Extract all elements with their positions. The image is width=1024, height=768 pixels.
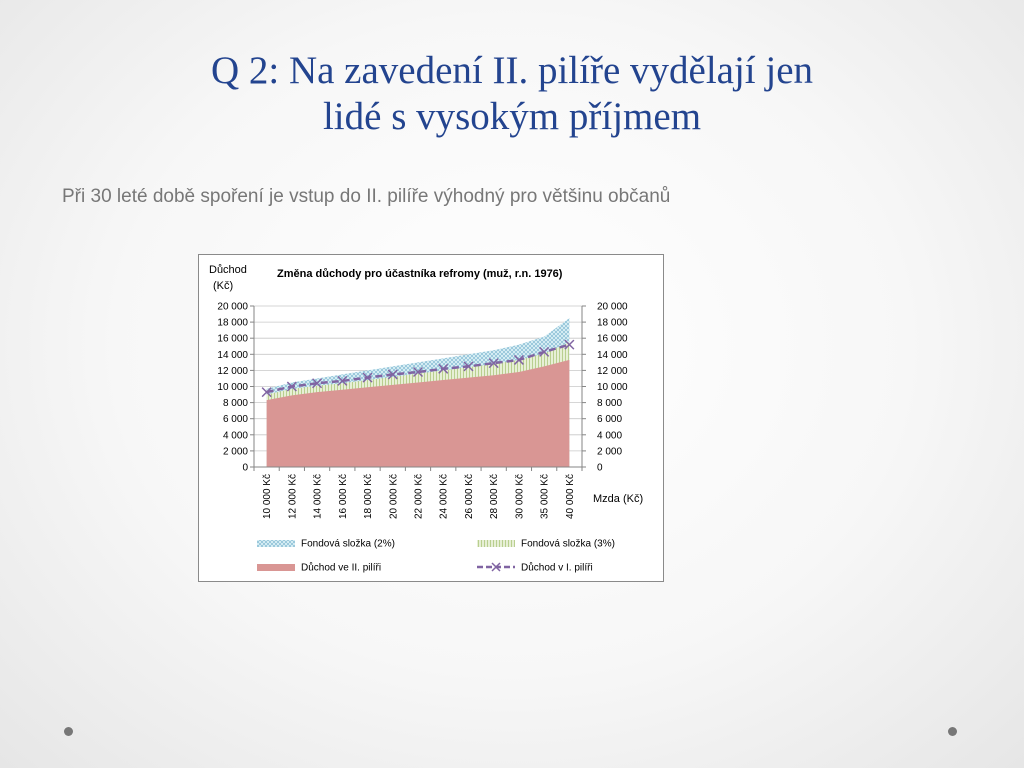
nav-dot-right: [948, 727, 957, 736]
y-tick-label-right: 12 000: [597, 365, 628, 377]
legend-swatch-area: [257, 540, 295, 547]
x-axis-label: Mzda (Kč): [593, 493, 644, 505]
y-tick-label-right: 2 000: [597, 446, 623, 458]
legend-label: Fondová složka (2%): [301, 538, 395, 550]
y-tick-label-right: 10 000: [597, 382, 628, 393]
x-tick-label: 26 000 Kč: [463, 474, 475, 520]
x-tick-label: 22 000 Kč: [413, 474, 425, 520]
legend: [257, 539, 615, 574]
y-axis-label-line-2: (Kč): [213, 280, 234, 292]
y-tick-label-left: 2 000: [222, 446, 248, 458]
y-tick-label-left: 12 000: [217, 365, 248, 377]
y-ticks-right: [597, 302, 628, 474]
legend-swatch-area: [257, 564, 295, 571]
x-tick-label: 10 000 Kč: [262, 474, 274, 520]
y-tick-label-left: 8 000: [222, 398, 248, 410]
y-tick-label-left: 10 000: [217, 382, 248, 393]
legend-item: [257, 539, 395, 550]
legend-label: Důchod v I. pilíři: [521, 562, 593, 574]
slide-subtitle: Při 30 leté době spoření je vstup do II. pilíře výhodný pro většinu občanů: [62, 186, 671, 207]
y-tick-label-left: 0: [242, 462, 248, 474]
chart-title: Změna důchody pro účastníka refromy (muž, r.n. 1976): [277, 268, 563, 280]
y-tick-label-left: 4 000: [222, 430, 248, 442]
x-tick-label: 40 000 Kč: [564, 474, 576, 520]
nav-dot-left: [64, 727, 73, 736]
y-ticks-left: [217, 302, 248, 474]
x-tick-label: 30 000 Kč: [514, 474, 526, 520]
x-tick-labels: [262, 474, 576, 519]
y-axis-label-line-1: Důchod: [209, 264, 247, 276]
x-tick-label: 18 000 Kč: [363, 474, 375, 520]
y-tick-label-left: 6 000: [222, 414, 248, 426]
y-tick-label-left: 18 000: [217, 317, 248, 329]
slide-title-line-2: lidé s vysokým příjmem: [322, 95, 702, 138]
x-tick-label: 12 000 Kč: [287, 474, 299, 520]
legend-swatch-area: [477, 540, 515, 547]
legend-label: Důchod ve II. pilíři: [301, 562, 382, 574]
x-tick-label: 14 000 Kč: [312, 474, 324, 520]
x-tick-label: 28 000 Kč: [489, 474, 501, 520]
pension-chart: [199, 255, 663, 581]
y-tick-label-right: 14 000: [597, 349, 628, 361]
x-tick-label: 20 000 Kč: [388, 474, 400, 520]
y-tick-label-right: 8 000: [597, 398, 623, 410]
y-tick-label-right: 20 000: [597, 301, 628, 313]
legend-item: [477, 539, 615, 550]
legend-item: [257, 562, 381, 574]
y-tick-label-right: 4 000: [597, 430, 623, 442]
area-series: [267, 318, 570, 467]
chart-container: [198, 254, 664, 582]
x-tick-label: 16 000 Kč: [337, 474, 349, 520]
y-tick-label-right: 16 000: [597, 333, 628, 345]
y-tick-label-right: 6 000: [597, 414, 623, 426]
slide-title-line-1: Q 2: Na zavedení II. pilíře vydělají jen: [210, 49, 814, 92]
slide-title: [90, 48, 934, 140]
y-tick-label-left: 20 000: [217, 301, 248, 313]
y-tick-label-left: 16 000: [217, 333, 248, 345]
legend-label: Fondová složka (3%): [521, 538, 615, 550]
x-tick-label: 24 000 Kč: [438, 474, 450, 520]
y-tick-label-right: 18 000: [597, 317, 628, 329]
x-tick-label: 35 000 Kč: [539, 474, 551, 520]
legend-item: [477, 562, 593, 574]
y-tick-label-right: 0: [597, 462, 603, 474]
y-tick-label-left: 14 000: [217, 349, 248, 361]
